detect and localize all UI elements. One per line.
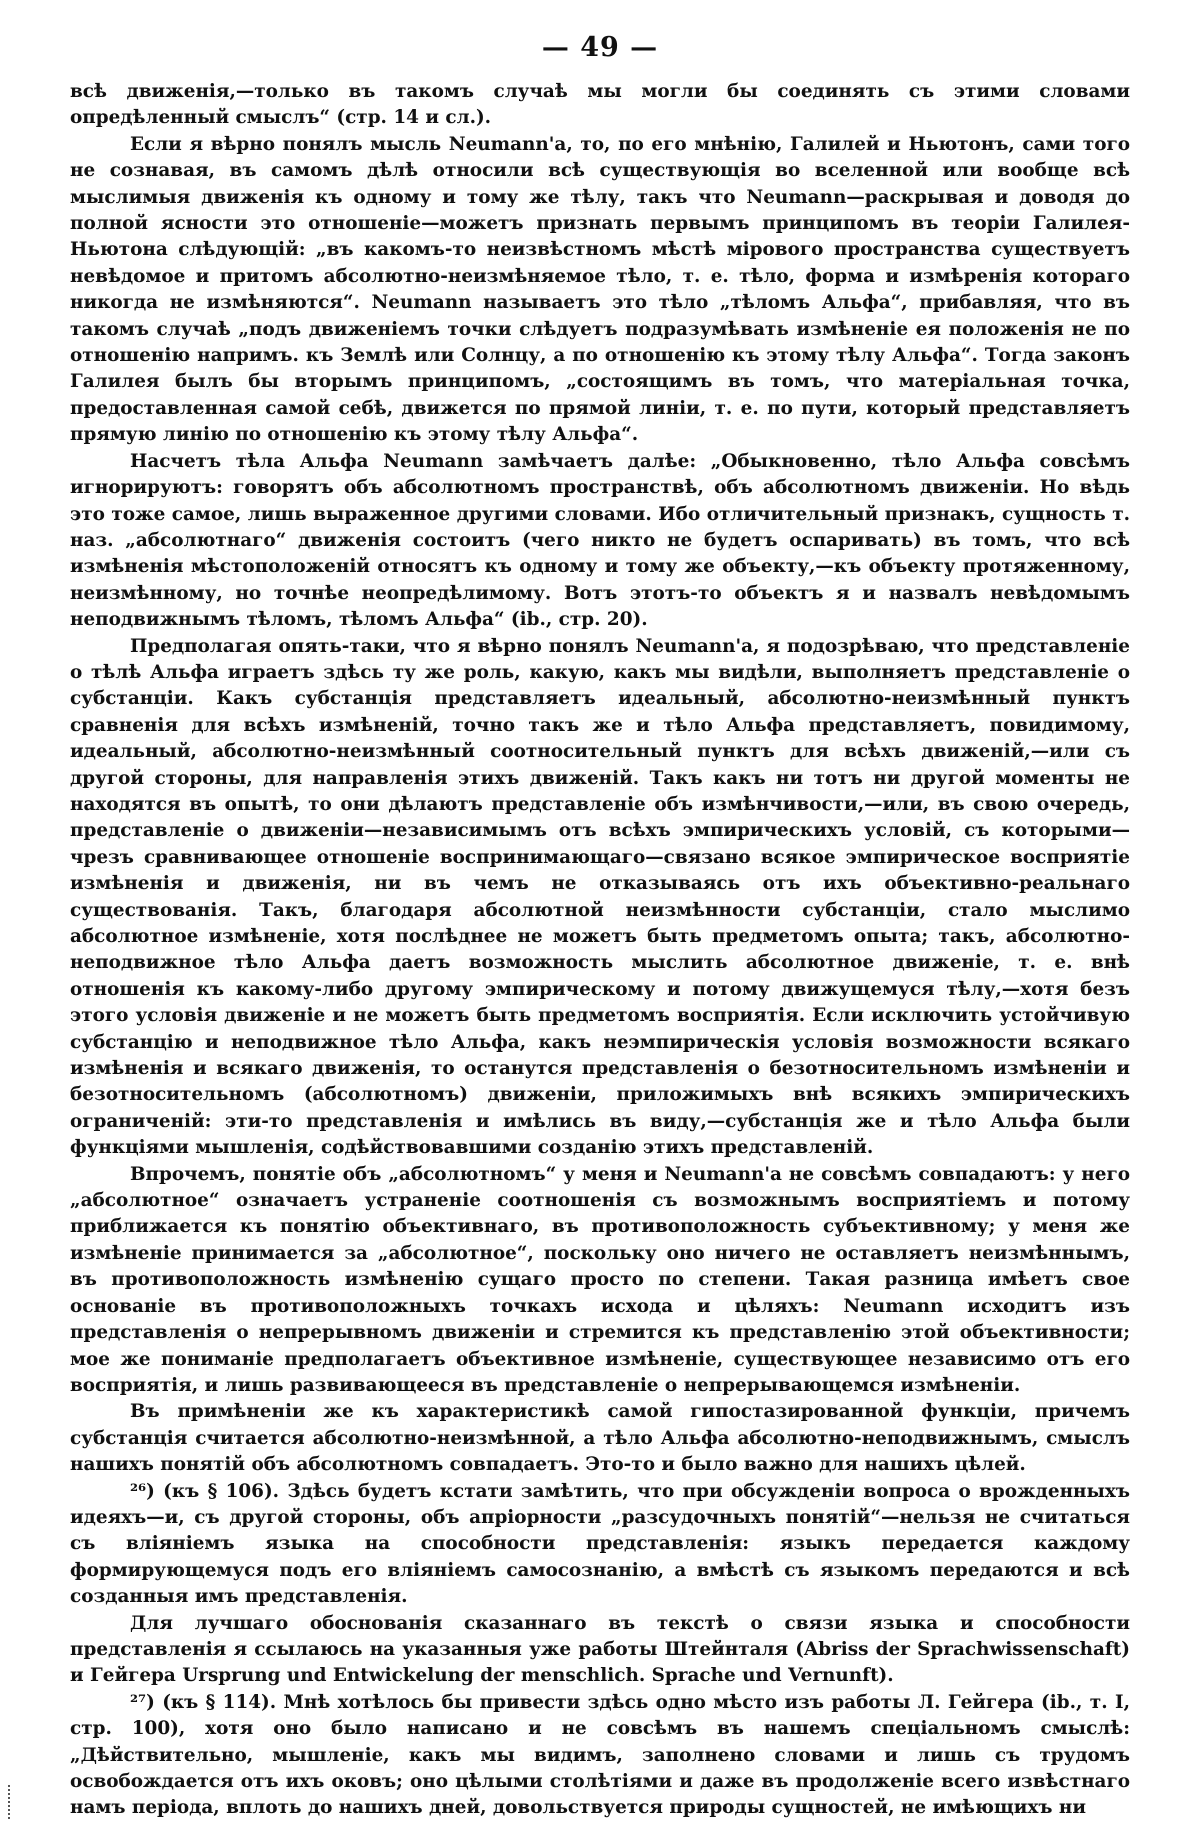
scan-margin-mark — [8, 1785, 18, 1819]
paragraph: Для лучшаго обоснованія сказаннаго въ текстѣ о связи языка и способности представленія я ссылаюсь на указанныя уже работы Штейнталя (Abriss der Sprachwissenschaft) и Гейгера Ursprung und Entwickelung der menschlich. Sprache und Vernunft). — [70, 1612, 1130, 1687]
paragraph: Въ примѣненіи же къ характеристикѣ самой гипостазированной функціи, причемъ субстанція считается абсолютно-неизмѣнной, а тѣло Альфа абсолютно-неподвижнымъ, смыслъ нашихъ понятій объ абсолютномъ совпадаетъ. Это-то и было важно для нашихъ цѣлей. — [70, 1401, 1130, 1476]
footnote-27: ²⁷) (къ § 114). Мнѣ хотѣлось бы привести здѣсь одно мѣсто изъ работы Л. Гейгера (ib., т. I, стр. 100), хотя оно было написано и не совсѣмъ въ нашемъ спеціальномъ смыслѣ: „Дѣйствительно, мышленіе, какъ мы видимъ, заполнено словами и лишь съ трудомъ освобождается отъ ихъ оковъ; оно цѣлыми столѣтіями и даже въ продолженіе всего извѣстнаго намъ періода, вплоть до нашихъ дней, довольствуется природы сущностей, не имѣющихъ ни — [70, 1691, 1130, 1819]
paragraph: Впрочемъ, понятіе объ „абсолютномъ“ у меня и Neumann'а не совсѣмъ совпадаютъ: у него „абсолютное“ означаетъ устраненіе соотношенія съ возможнымъ восприятіемъ и потому приближается къ понятію объективнаго, въ противоположность субъективному; у меня же измѣненіе принимается за „абсолютное“, поскольку оно ничего не оставляетъ неизмѣннымъ, въ противоположность измѣненію сущаго просто по степени. Такая разница имѣетъ свое основаніе въ противоположныхъ точкахъ исхода и цѣляхъ: Neumann исходитъ изъ представленія о непрерывномъ движеніи и стремится къ представленію этой объективности; мое же пониманіе предполагаетъ объективное измѣненіе, существующее независимо отъ его восприятія, и лишь развивающееся въ представленіе о непрерывающемся измѣненіи. — [70, 1163, 1130, 1396]
paragraph: всѣ движенія,—только въ такомъ случаѣ мы могли бы соединять съ этими словами опредѣленный смыслъ“ (стр. 14 и сл.). — [70, 81, 1130, 129]
paragraph: Насчетъ тѣла Альфа Neumann замѣчаетъ далѣе: „Обыкновенно, тѣло Альфа совсѣмъ игнорируютъ: говорятъ объ абсолютномъ пространствѣ, объ абсолютномъ движеніи. Но вѣдь это тоже самое, лишь выраженное другими словами. Ибо отличительный признакъ, сущность т. наз. „абсолютнаго“ движенія состоитъ (чего никто не будетъ оспаривать) въ томъ, что всѣ измѣненія мѣстоположеній относятъ къ одному и тому же объекту,—къ объекту протяженному, неизмѣнному, но точнѣе неопредѣлимому. Вотъ этотъ-то объектъ я и назвалъ невѣдомымъ неподвижнымъ тѣломъ, тѣломъ Альфа“ (ib., стр. 20). — [70, 450, 1130, 631]
paragraph: Если я вѣрно понялъ мысль Neumann'а, то, по его мнѣнію, Галилей и Ньютонъ, сами того не сознавая, въ самомъ дѣлѣ относили всѣ существующія во вселенной или вообще всѣ мыслимыя движенія къ одному и тому же тѣлу, такъ что Neumann—раскрывая и доводя до полной ясности это отношеніе—можетъ признать первымъ принципомъ въ теоріи Галилея-Ньютона слѣдующій: „въ какомъ-то неизвѣстномъ мѣстѣ мірового пространства существуетъ невѣдомое и притомъ абсолютно-неизмѣняемое тѣло, т. е. тѣло, форма и измѣренія котораго никогда не измѣняются“. Neumann называетъ это тѣло „тѣломъ Альфа“, прибавляя, что въ такомъ случаѣ „подъ движеніемъ точки слѣдуетъ подразумѣвать измѣненіе ея положенія не по отношенію напримъ. къ Землѣ или Солнцу, а по отношенію къ этому тѣлу Альфа“. Тогда законъ Галилея былъ бы вторымъ принципомъ, „состоящимъ въ томъ, что матеріальная точка, предоставленная самой себѣ, движется по прямой линіи, т. е. по пути, который представляетъ прямую линію по отношенію къ этому тѣлу Альфа“. — [70, 133, 1130, 446]
paragraph: Предполагая опять-таки, что я вѣрно понялъ Neumann'а, я подозрѣваю, что представленіе о тѣлѣ Альфа играетъ здѣсь ту же роль, какую, какъ мы видѣли, выполняетъ представленіе о субстанціи. Какъ субстанція представляетъ идеальный, абсолютно-неизмѣнный пунктъ сравненія для всѣхъ измѣненій, точно такъ же и тѣло Альфа представляетъ, повидимому, идеальный, абсолютно-неизмѣнный соотносительный пунктъ для всѣхъ движеній,—или съ другой стороны, для направленія этихъ движеній. Такъ какъ ни тотъ ни другой моменты не находятся въ опытѣ, то они дѣлаютъ представленіе объ измѣнчивости,—или, въ свою очередь, представленіе о движеніи—независимымъ отъ всѣхъ эмпирическихъ условій, съ которыми—чрезъ сравнивающее отношеніе воспринимающаго—связано всякое эмпирическое восприятіе измѣненія и движенія, ни въ чемъ не отказываясь отъ ихъ объективно-реальнаго существованія. Такъ, благодаря абсолютной неизмѣнности субстанціи, стало мыслимо абсолютное измѣненіе, хотя послѣднее не можетъ быть предметомъ опыта; такъ, абсолютно-неподвижное тѣло Альфа даетъ возможность мыслить абсолютное движеніе, т. е. внѣ отношенія къ какому-либо другому эмпирическому и потому движущемуся тѣлу,—хотя безъ этого условія движеніе и не можетъ быть предметомъ восприятія. Если исключить устойчивую субстанцію и неподвижное тѣло Альфа, какъ неэмпирическія условія возможности всякаго измѣненія и всякаго движенія, то останутся представленія о безотносительномъ измѣненіи и безотносительномъ (абсолютномъ) движеніи, приложимыхъ внѣ всякихъ эмпирическихъ ограниченій: эти-то представленія и имѣлись въ виду,—субстанція же и тѣло Альфа были функціями мышленія, содѣйствовавшими созданію этихъ представленій. — [70, 635, 1130, 1159]
page-number: — 49 — — [541, 32, 659, 63]
page-body — [70, 79, 1130, 1822]
footnote-26: ²⁶) (къ § 106). Здѣсь будетъ кстати замѣтить, что при обсужденіи вопроса о врожденныхъ идеяхъ—и, съ другой стороны, объ апріорности „разсудочныхъ понятій“—нельзя не считаться съ вліяніемъ языка на способности представленія: языкъ передается каждому формирующемуся подъ его вліяніемъ самосознанію, а вмѣстѣ съ языкомъ передаются и всѣ созданныя имъ представленія. — [70, 1480, 1130, 1608]
